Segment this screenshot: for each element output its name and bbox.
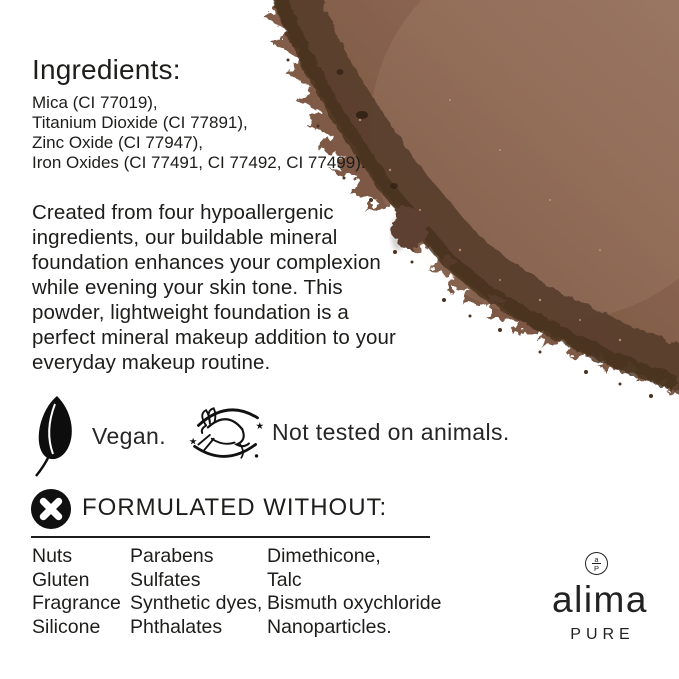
svg-text:★: ★ <box>188 436 198 448</box>
formulated-without-column-1: Nuts Gluten Fragrance Silicone <box>32 545 121 638</box>
ingredients-heading: Ingredients: <box>32 54 181 85</box>
monogram-top-letter: a <box>594 554 599 564</box>
monogram-bottom-letter: P <box>593 563 599 573</box>
divider-rule <box>31 536 430 538</box>
not-tested-on-animals-label: Not tested on animals. <box>272 419 510 445</box>
brand-descriptor: PURE <box>570 626 635 643</box>
formulated-without-column-2: Parabens Sulfates Synthetic dyes, Phthalates <box>130 545 263 638</box>
svg-text:★: ★ <box>255 421 265 433</box>
brand-monogram-icon <box>585 552 608 575</box>
x-circle-icon <box>30 488 72 530</box>
leaf-icon <box>30 394 78 478</box>
ingredients-list: Mica (CI 77019), Titanium Dioxide (CI 77891), Zinc Oxide (CI 77947), Iron Oxides (CI 77491, CI 77492, CI 77499). <box>32 93 366 172</box>
formulated-without-column-3: Dimethicone, Talc Bismuth oxychloride Nanoparticles. <box>267 545 442 638</box>
leaping-bunny-icon <box>187 402 267 466</box>
brand-name: alima <box>552 579 648 620</box>
product-description: Created from four hypoallergenic ingredients, our buildable mineral foundation enhances your complexion while evening your skin tone. This powder, lightweight foundation is a perfect mineral makeup addition to your everyday makeup routine. <box>32 201 396 374</box>
vegan-label: Vegan. <box>92 423 167 449</box>
formulated-without-heading: FORMULATED WITHOUT: <box>82 494 388 521</box>
